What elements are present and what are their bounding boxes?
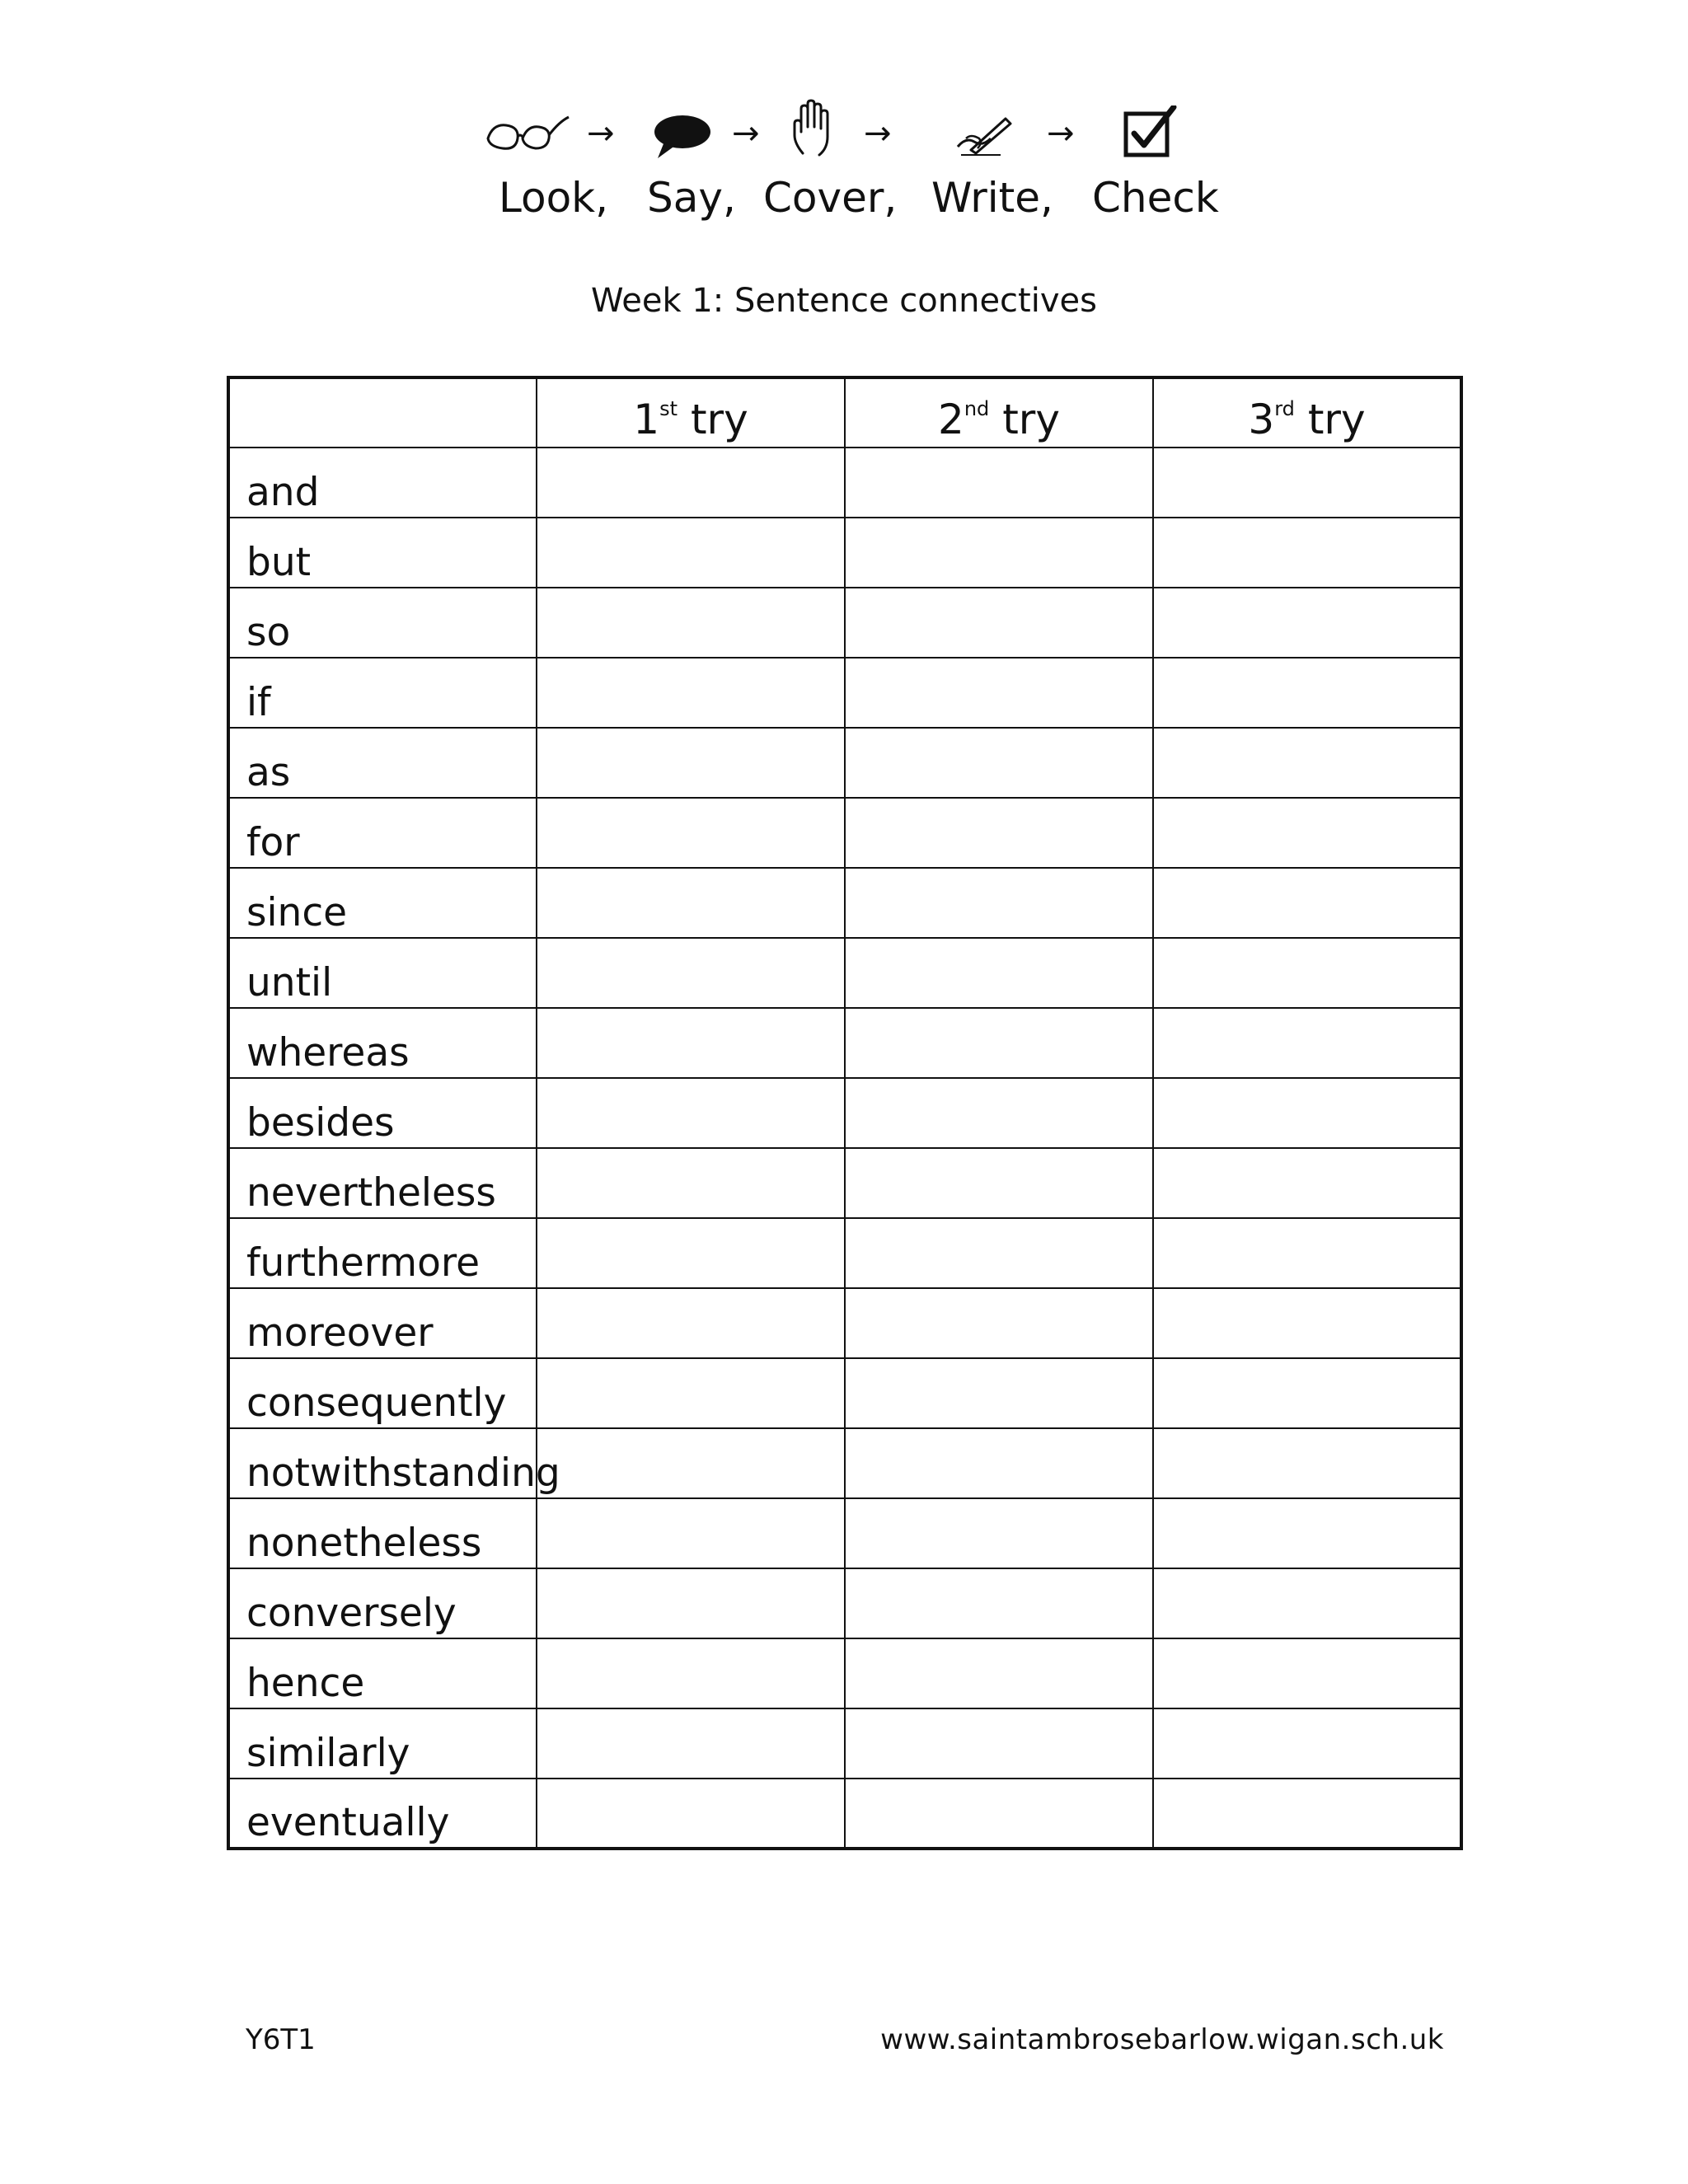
- try-1-cell[interactable]: [537, 1078, 845, 1148]
- try-1-cell[interactable]: [537, 1358, 845, 1428]
- table-row: [228, 1708, 1461, 1779]
- step-labels: [0, 169, 1688, 227]
- try-2-cell[interactable]: [845, 1638, 1153, 1708]
- try-2-cell[interactable]: [845, 1708, 1153, 1779]
- arrow-icon: →: [587, 115, 615, 152]
- table-row: [228, 798, 1461, 868]
- word-cell: since: [228, 868, 537, 938]
- try-1-cell[interactable]: [537, 1638, 845, 1708]
- table-row: [228, 1218, 1461, 1288]
- try-1-cell[interactable]: [537, 1148, 845, 1218]
- table-row: [228, 728, 1461, 798]
- glasses-icon: [485, 114, 570, 155]
- table-row: [228, 1638, 1461, 1708]
- page-title: Week 1: Sentence connectives: [591, 282, 1097, 320]
- try-3-cell[interactable]: [1153, 1708, 1461, 1779]
- table-row: [228, 448, 1461, 518]
- try-1-cell[interactable]: [537, 448, 845, 518]
- try-1-cell[interactable]: [537, 1428, 845, 1498]
- word-cell: whereas: [228, 1008, 537, 1078]
- try-3-cell[interactable]: [1153, 658, 1461, 728]
- footer-website: www.saintambrosebarlow.wigan.sch.uk: [880, 2023, 1444, 2056]
- table-row: [228, 1568, 1461, 1638]
- word-cell: as: [228, 728, 537, 798]
- try-1-cell[interactable]: [537, 1288, 845, 1358]
- try-1-cell[interactable]: [537, 1218, 845, 1288]
- instruction-icons: [0, 99, 1688, 173]
- table-row: [228, 518, 1461, 588]
- try-2-cell[interactable]: [845, 1008, 1153, 1078]
- header-try-3: 3rd try: [1153, 377, 1461, 448]
- try-3-cell[interactable]: [1153, 868, 1461, 938]
- table-row: [228, 1078, 1461, 1148]
- arrow-icon: →: [732, 115, 760, 152]
- try-2-cell[interactable]: [845, 1428, 1153, 1498]
- try-3-cell[interactable]: [1153, 1638, 1461, 1708]
- try-3-cell[interactable]: [1153, 448, 1461, 518]
- try-3-cell[interactable]: [1153, 1498, 1461, 1568]
- table-header-row: [228, 377, 1461, 448]
- try-1-cell[interactable]: [537, 658, 845, 728]
- table-row: [228, 1428, 1461, 1498]
- try-2-cell[interactable]: [845, 1568, 1153, 1638]
- table-row: [228, 938, 1461, 1008]
- word-cell: but: [228, 518, 537, 588]
- word-rows: [228, 448, 1461, 1849]
- word-cell: eventually: [228, 1779, 537, 1849]
- word-cell: for: [228, 798, 537, 868]
- hand-icon: [790, 99, 841, 158]
- try-3-cell[interactable]: [1153, 1779, 1461, 1849]
- word-cell: consequently: [228, 1358, 537, 1428]
- word-cell: besides: [228, 1078, 537, 1148]
- try-2-cell[interactable]: [845, 868, 1153, 938]
- word-cell: hence: [228, 1638, 537, 1708]
- try-1-cell[interactable]: [537, 728, 845, 798]
- header-try-1: 1st try: [537, 377, 845, 448]
- word-cell: until: [228, 938, 537, 1008]
- header-word-cell: [228, 377, 537, 448]
- try-3-cell[interactable]: [1153, 518, 1461, 588]
- try-2-cell[interactable]: [845, 1498, 1153, 1568]
- try-1-cell[interactable]: [537, 1708, 845, 1779]
- try-2-cell[interactable]: [845, 1779, 1153, 1849]
- try-3-cell[interactable]: [1153, 938, 1461, 1008]
- try-2-cell[interactable]: [845, 1358, 1153, 1428]
- try-2-cell[interactable]: [845, 798, 1153, 868]
- word-cell: and: [228, 448, 537, 518]
- step-check-label: Check: [1092, 174, 1219, 222]
- word-cell: moreover: [228, 1288, 537, 1358]
- table-row: [228, 1779, 1461, 1849]
- word-cell: furthermore: [228, 1218, 537, 1288]
- try-2-cell[interactable]: [845, 1148, 1153, 1218]
- word-cell: similarly: [228, 1708, 537, 1779]
- try-3-cell[interactable]: [1153, 1148, 1461, 1218]
- word-cell: notwithstanding: [228, 1428, 537, 1498]
- step-cover-label: Cover,: [763, 174, 898, 222]
- table-row: [228, 1288, 1461, 1358]
- word-cell: nonetheless: [228, 1498, 537, 1568]
- try-3-cell[interactable]: [1153, 1358, 1461, 1428]
- step-say-label: Say,: [647, 174, 736, 222]
- try-1-cell[interactable]: [537, 798, 845, 868]
- try-1-cell[interactable]: [537, 588, 845, 658]
- try-3-cell[interactable]: [1153, 588, 1461, 658]
- try-3-cell[interactable]: [1153, 798, 1461, 868]
- table-row: [228, 658, 1461, 728]
- try-2-cell[interactable]: [845, 448, 1153, 518]
- try-2-cell[interactable]: [845, 728, 1153, 798]
- try-3-cell[interactable]: [1153, 728, 1461, 798]
- table-row: [228, 1498, 1461, 1568]
- arrow-icon: →: [864, 115, 892, 152]
- try-2-cell[interactable]: [845, 938, 1153, 1008]
- table-row: [228, 1148, 1461, 1218]
- try-3-cell[interactable]: [1153, 1288, 1461, 1358]
- try-1-cell[interactable]: [537, 1008, 845, 1078]
- try-3-cell[interactable]: [1153, 1078, 1461, 1148]
- pen-writing-icon: [954, 114, 1014, 157]
- try-2-cell[interactable]: [845, 658, 1153, 728]
- try-2-cell[interactable]: [845, 1078, 1153, 1148]
- speech-bubble-icon: [649, 114, 712, 160]
- try-1-cell[interactable]: [537, 1568, 845, 1638]
- header-try-2: 2nd try: [845, 377, 1153, 448]
- word-cell: if: [228, 658, 537, 728]
- try-1-cell[interactable]: [537, 938, 845, 1008]
- try-3-cell[interactable]: [1153, 1218, 1461, 1288]
- try-1-cell[interactable]: [537, 868, 845, 938]
- try-3-cell[interactable]: [1153, 1008, 1461, 1078]
- try-2-cell[interactable]: [845, 1218, 1153, 1288]
- arrow-icon: →: [1047, 115, 1075, 152]
- try-1-cell[interactable]: [537, 518, 845, 588]
- try-1-cell[interactable]: [537, 1779, 845, 1849]
- try-3-cell[interactable]: [1153, 1428, 1461, 1498]
- try-2-cell[interactable]: [845, 588, 1153, 658]
- word-cell: so: [228, 588, 537, 658]
- footer-code: Y6T1: [246, 2023, 316, 2056]
- spelling-table: [227, 376, 1463, 1850]
- try-1-cell[interactable]: [537, 1498, 845, 1568]
- try-2-cell[interactable]: [845, 1288, 1153, 1358]
- table-row: [228, 1358, 1461, 1428]
- checkbox-tick-icon: [1123, 105, 1180, 158]
- table-row: [228, 588, 1461, 658]
- try-3-cell[interactable]: [1153, 1568, 1461, 1638]
- table-row: [228, 1008, 1461, 1078]
- table-row: [228, 868, 1461, 938]
- step-write-label: Write,: [931, 174, 1053, 222]
- try-2-cell[interactable]: [845, 518, 1153, 588]
- step-look-label: Look,: [499, 174, 609, 222]
- word-cell: conversely: [228, 1568, 537, 1638]
- word-cell: nevertheless: [228, 1148, 537, 1218]
